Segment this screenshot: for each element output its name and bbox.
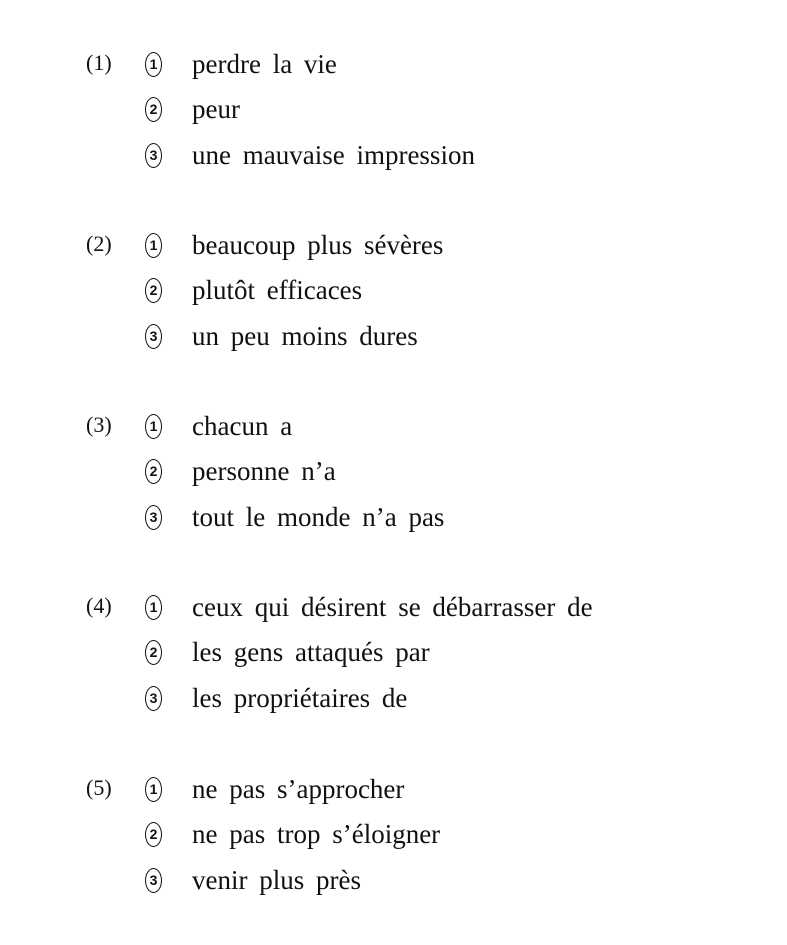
question-number: (1) bbox=[86, 50, 112, 75]
circled-number-3: 3 bbox=[145, 868, 162, 893]
circled-number-1: 1 bbox=[145, 777, 162, 802]
option-text: beaucoup plus sévères bbox=[192, 230, 444, 260]
option-text: les propriétaires de bbox=[192, 683, 408, 713]
circled-number-3: 3 bbox=[145, 324, 162, 349]
circled-number-1: 1 bbox=[145, 233, 162, 258]
question-number: (5) bbox=[86, 775, 112, 800]
option-1[interactable] bbox=[0, 774, 787, 804]
circled-number-3: 3 bbox=[145, 143, 162, 168]
option-2[interactable] bbox=[0, 637, 787, 667]
option-text: ceux qui désirent se débarrasser de bbox=[192, 592, 593, 622]
option-text: les gens attaqués par bbox=[192, 637, 430, 667]
circled-number-2: 2 bbox=[145, 640, 162, 665]
option-text: plutôt efficaces bbox=[192, 275, 363, 305]
option-3[interactable] bbox=[0, 502, 787, 532]
option-text: un peu moins dures bbox=[192, 321, 418, 351]
option-text: ne pas s’approcher bbox=[192, 774, 405, 804]
circled-number-1: 1 bbox=[145, 414, 162, 439]
circled-number-2: 2 bbox=[145, 97, 162, 122]
circled-number-3: 3 bbox=[145, 686, 162, 711]
option-text: une mauvaise impression bbox=[192, 140, 475, 170]
question-number: (2) bbox=[86, 231, 112, 256]
option-3[interactable] bbox=[0, 140, 787, 170]
option-1[interactable] bbox=[0, 411, 787, 441]
option-1[interactable] bbox=[0, 230, 787, 260]
option-3[interactable] bbox=[0, 321, 787, 351]
option-3[interactable] bbox=[0, 683, 787, 713]
option-text: tout le monde n’a pas bbox=[192, 502, 445, 532]
option-text: perdre la vie bbox=[192, 49, 337, 79]
option-text: chacun a bbox=[192, 411, 293, 441]
circled-number-2: 2 bbox=[145, 278, 162, 303]
question-number: (3) bbox=[86, 412, 112, 437]
circled-number-2: 2 bbox=[145, 822, 162, 847]
circled-number-1: 1 bbox=[145, 595, 162, 620]
option-3[interactable] bbox=[0, 865, 787, 895]
option-2[interactable] bbox=[0, 819, 787, 849]
option-2[interactable] bbox=[0, 94, 787, 124]
option-text: venir plus près bbox=[192, 865, 361, 895]
circled-number-3: 3 bbox=[145, 505, 162, 530]
option-text: personne n’a bbox=[192, 456, 336, 486]
option-text: ne pas trop s’éloigner bbox=[192, 819, 441, 849]
circled-number-1: 1 bbox=[145, 52, 162, 77]
option-1[interactable] bbox=[0, 49, 787, 79]
option-1[interactable] bbox=[0, 592, 787, 622]
circled-number-2: 2 bbox=[145, 459, 162, 484]
option-2[interactable] bbox=[0, 275, 787, 305]
question-number: (4) bbox=[86, 593, 112, 618]
option-text: peur bbox=[192, 94, 240, 124]
option-2[interactable] bbox=[0, 456, 787, 486]
